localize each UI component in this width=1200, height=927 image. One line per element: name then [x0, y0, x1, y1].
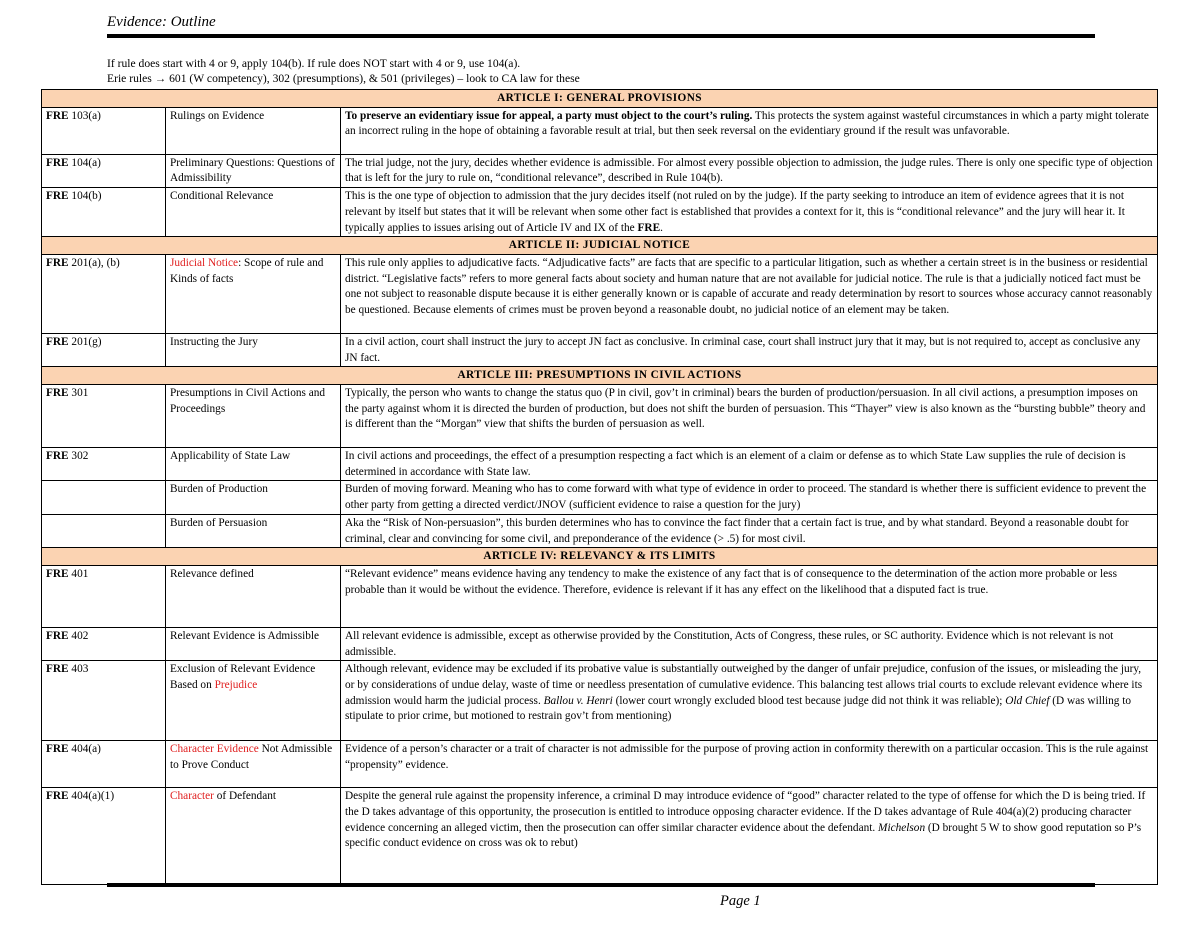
description-text: Although relevant, evidence may be excluded if its probative value is substantially outweighed by the danger of unfair prejudice, confusion of the issues, or misleading the jury, or by considerations of undue delay, waste of time or needless presentation of cumulative evidence. This balancing test allows trial courts to exclude relevant evidence where its admission would harm the judicial process. — [345, 663, 1143, 707]
rule-topic: Preliminary Questions: Questions of Admissibility — [166, 154, 341, 187]
rule-description — [341, 661, 1158, 741]
key-holding: To preserve an evidentiary issue for appeal, a party must object to the court’s ruling. — [345, 109, 753, 122]
table-row — [42, 565, 1158, 627]
rule-number — [42, 385, 166, 448]
rule-prefix: FRE — [46, 156, 69, 169]
rule-prefix: FRE — [46, 256, 69, 269]
table-row — [42, 385, 1158, 448]
rule-number — [42, 254, 166, 333]
topic-highlight: Character Evidence — [170, 743, 259, 756]
rule-description: The trial judge, not the jury, decides whether evidence is admissible. For almost every possible objection to admission, the judge rules. There is only one specific type of objection that is left for the jury to rule on, “conditional relevance”, described in Rule 104(b). — [341, 154, 1158, 187]
rule-description — [341, 188, 1158, 237]
intro-notes — [107, 56, 580, 86]
table-row — [42, 481, 1158, 514]
table-row — [42, 107, 1158, 154]
rule-description: Typically, the person who wants to change the status quo (P in civil, gov’t in criminal) bears the burden of production/persuasion. In all civil actions, a presumption imposes on the party against whom it is directed the burden of production, but does not shift the burden of persuasion. This “Thayer” view is also known as the “bursting bubble” theory and is different than the “Morgan” view that shifts the burden of persuasion as well. — [341, 385, 1158, 448]
rule-description: This rule only applies to adjudicative facts. “Adjudicative facts” are facts that are specific to a particular litigation, such as whether a certain street is in the business or residential district. “Legislative facts” refers to more general facts about society and human nature that are not available for judicial notice. The rule is that a judicially noticed fact must be one not subject to reasonable dispute because it is either generally known or is capable of accurate and ready determination by resort to sources whose accuracy cannot reasonably be questioned. Because elements of crimes must be proven beyond a reasonable doubt, no judicial notice of an element may be taken. — [341, 254, 1158, 333]
rule-number-text: 404(a)(1) — [68, 790, 115, 803]
header-divider — [107, 34, 1095, 38]
rule-topic — [166, 661, 341, 741]
rule-topic: Presumptions in Civil Actions and Proceedings — [166, 385, 341, 448]
section-row — [42, 90, 1158, 108]
rule-number-text: 201(a), (b) — [68, 256, 120, 269]
rule-number — [42, 661, 166, 741]
case-name: Old Chief — [1005, 694, 1050, 707]
table-row — [42, 741, 1158, 788]
rule-prefix: FRE — [46, 629, 69, 642]
description-text-end: . — [660, 221, 663, 234]
topic-text: of Defendant — [213, 790, 277, 803]
rule-prefix: FRE — [46, 790, 69, 803]
rule-topic: Conditional Relevance — [166, 188, 341, 237]
rule-prefix: FRE — [46, 335, 69, 348]
intro-line: If rule does start with 4 or 9, apply 104(b). If rule does NOT start with 4 or 9, use 104(a). — [107, 57, 521, 70]
rule-number — [42, 481, 166, 514]
section-header: ARTICLE IV: RELEVANCY & ITS LIMITS — [42, 548, 1158, 566]
section-header: ARTICLE I: GENERAL PROVISIONS — [42, 90, 1158, 108]
table-row — [42, 254, 1158, 333]
rule-number — [42, 741, 166, 788]
page-label: Page — [720, 893, 750, 909]
rule-number-text: 302 — [68, 450, 89, 463]
topic-highlight: Character — [170, 790, 214, 803]
page-footer — [720, 893, 761, 910]
rule-number — [42, 188, 166, 237]
rule-topic: Relevance defined — [166, 565, 341, 627]
topic-text: Not Admissible to Prove Conduct — [170, 743, 333, 772]
rule-description: “Relevant evidence” means evidence having any tendency to make the existence of any fact that is of consequence to the determination of the action more probable or less probable than it would be without the evidence. Therefore, evidence is relevant if it has any effect on the likelihood that a disputed fact is true. — [341, 565, 1158, 627]
rule-number — [42, 107, 166, 154]
rule-prefix: FRE — [46, 743, 69, 756]
outline-table — [41, 89, 1158, 885]
rule-number — [42, 514, 166, 547]
rule-topic: Relevant Evidence is Admissible — [166, 627, 341, 660]
description-text: Despite the general rule against the propensity inference, a criminal D may introduce evidence of “good” character related to the type of offense for which the D is being tried. If the D takes advantage of this opportunity, the prosecution is entitled to introduce opposing character evidence. If the D takes advantage of Rule 404(a)(2) producing character evidence concerning an alleged victim, then the prosecution can offer similar character evidence about the defendant. — [345, 790, 1146, 834]
table-row — [42, 661, 1158, 741]
section-row — [42, 548, 1158, 566]
rule-topic — [166, 788, 341, 885]
page-title: Evidence: Outline — [107, 14, 216, 30]
description-text-end: (D was willing to stipulate to prior crime, but motioned to restrain gov’t from mentioning) — [345, 694, 1132, 723]
rule-prefix: FRE — [46, 663, 69, 676]
rule-description — [341, 107, 1158, 154]
rule-topic: Rulings on Evidence — [166, 107, 341, 154]
rule-description: Aka the “Risk of Non-persuasion”, this burden determines who has to convince the fact finder that a certain fact is true, and by what standard. Beyond a reasonable doubt for criminal, clear and convincing for some civil, and preponderance of the evidence (> .5) for most civil. — [341, 514, 1158, 547]
topic-highlight: Prejudice — [214, 679, 258, 692]
rule-description — [341, 788, 1158, 885]
rule-number — [42, 627, 166, 660]
table-row — [42, 154, 1158, 187]
rule-number-text: 103(a) — [68, 109, 101, 122]
rule-description: Burden of moving forward. Meaning who has to come forward with what type of evidence in order to proceed. The standard is whether there is sufficient evidence to prevent the other party from getting a directed verdict/JNOV (sufficient evidence to raise a question for the jury) — [341, 481, 1158, 514]
rule-number — [42, 565, 166, 627]
topic-text: : Scope of rule and Kinds of facts — [170, 256, 324, 285]
description-text: This protects the system against wasteful circumstances in which a party might tolerate an incorrect ruling in the hope of obtaining a favorable result at trial, but then seek reversal on the evidentiary ground if the result was unfavorable. — [345, 109, 1149, 138]
case-name: Michelson — [878, 821, 926, 834]
rule-number-text: 104(b) — [68, 190, 102, 203]
rule-number-text: 403 — [68, 663, 89, 676]
intro-line: Erie rules → 601 (W competency), 302 (presumptions), & 501 (privileges) – look to CA law for these — [107, 72, 580, 85]
rule-description: All relevant evidence is admissible, except as otherwise provided by the Constitution, Acts of Congress, these rules, or SC authority. Evidence which is not relevant is not admissible. — [341, 627, 1158, 660]
rule-number-text: 402 — [68, 629, 89, 642]
section-row — [42, 367, 1158, 385]
rule-description: In civil actions and proceedings, the effect of a presumption respecting a fact which is an element of a claim or defense as to which State Law supplies the rule of decision is determined in accordance with State law. — [341, 448, 1158, 481]
section-header: ARTICLE II: JUDICIAL NOTICE — [42, 237, 1158, 255]
rule-prefix: FRE — [46, 190, 69, 203]
table-row — [42, 788, 1158, 885]
description-text: This is the one type of objection to admission that the jury decides itself (not ruled on by the judge). If the party seeking to introduce an item of evidence agrees that it is not relevant by itself but states that it will be relevant when some other fact is established that provides a context for it, this is “conditional relevance” and the jury will hear it. It typically applies to issues arising out of Article IV and IX of the — [345, 190, 1125, 234]
rule-number-text: 404(a) — [68, 743, 101, 756]
rule-prefix: FRE — [46, 387, 69, 400]
table-row — [42, 188, 1158, 237]
page-number: 1 — [753, 893, 761, 909]
table-row — [42, 627, 1158, 660]
rule-number-text: 104(a) — [68, 156, 101, 169]
table-row — [42, 333, 1158, 366]
rule-number-text: 201(g) — [68, 335, 102, 348]
rule-topic — [166, 741, 341, 788]
table-row — [42, 448, 1158, 481]
rule-description: Evidence of a person’s character or a trait of character is not admissible for the purpose of proving action in conformity therewith on a particular occasion. This is the rule against “propensity” evidence. — [341, 741, 1158, 788]
rule-prefix: FRE — [46, 450, 69, 463]
rule-topic: Burden of Production — [166, 481, 341, 514]
rule-topic: Applicability of State Law — [166, 448, 341, 481]
table-row — [42, 514, 1158, 547]
rule-number — [42, 448, 166, 481]
rule-topic: Instructing the Jury — [166, 333, 341, 366]
case-name: Ballou v. Henri — [543, 694, 613, 707]
rule-number — [42, 788, 166, 885]
section-header: ARTICLE III: PRESUMPTIONS IN CIVIL ACTIONS — [42, 367, 1158, 385]
rule-topic: Burden of Persuasion — [166, 514, 341, 547]
topic-text: Exclusion of Relevant Evidence Based on — [170, 663, 316, 692]
footer-divider — [107, 883, 1095, 887]
rule-description: In a civil action, court shall instruct the jury to accept JN fact as conclusive. In criminal case, court shall instruct jury that it may, but is not required to, accept as conclusive any JN fact. — [341, 333, 1158, 366]
section-row — [42, 237, 1158, 255]
rule-prefix: FRE — [46, 109, 69, 122]
topic-highlight: Judicial Notice — [170, 256, 239, 269]
rule-topic — [166, 254, 341, 333]
rule-number-text: 301 — [68, 387, 89, 400]
description-text-end: (D brought 5 W to show good reputation so P’s specific conduct evidence on cross was ok to rebut) — [345, 821, 1142, 850]
description-text-mid: (lower court wrongly excluded blood test because judge did not think it was reliable); — [612, 694, 1006, 707]
description-bold: FRE — [637, 221, 661, 234]
rule-prefix: FRE — [46, 567, 69, 580]
rule-number — [42, 333, 166, 366]
rule-number-text: 401 — [68, 567, 89, 580]
rule-number — [42, 154, 166, 187]
